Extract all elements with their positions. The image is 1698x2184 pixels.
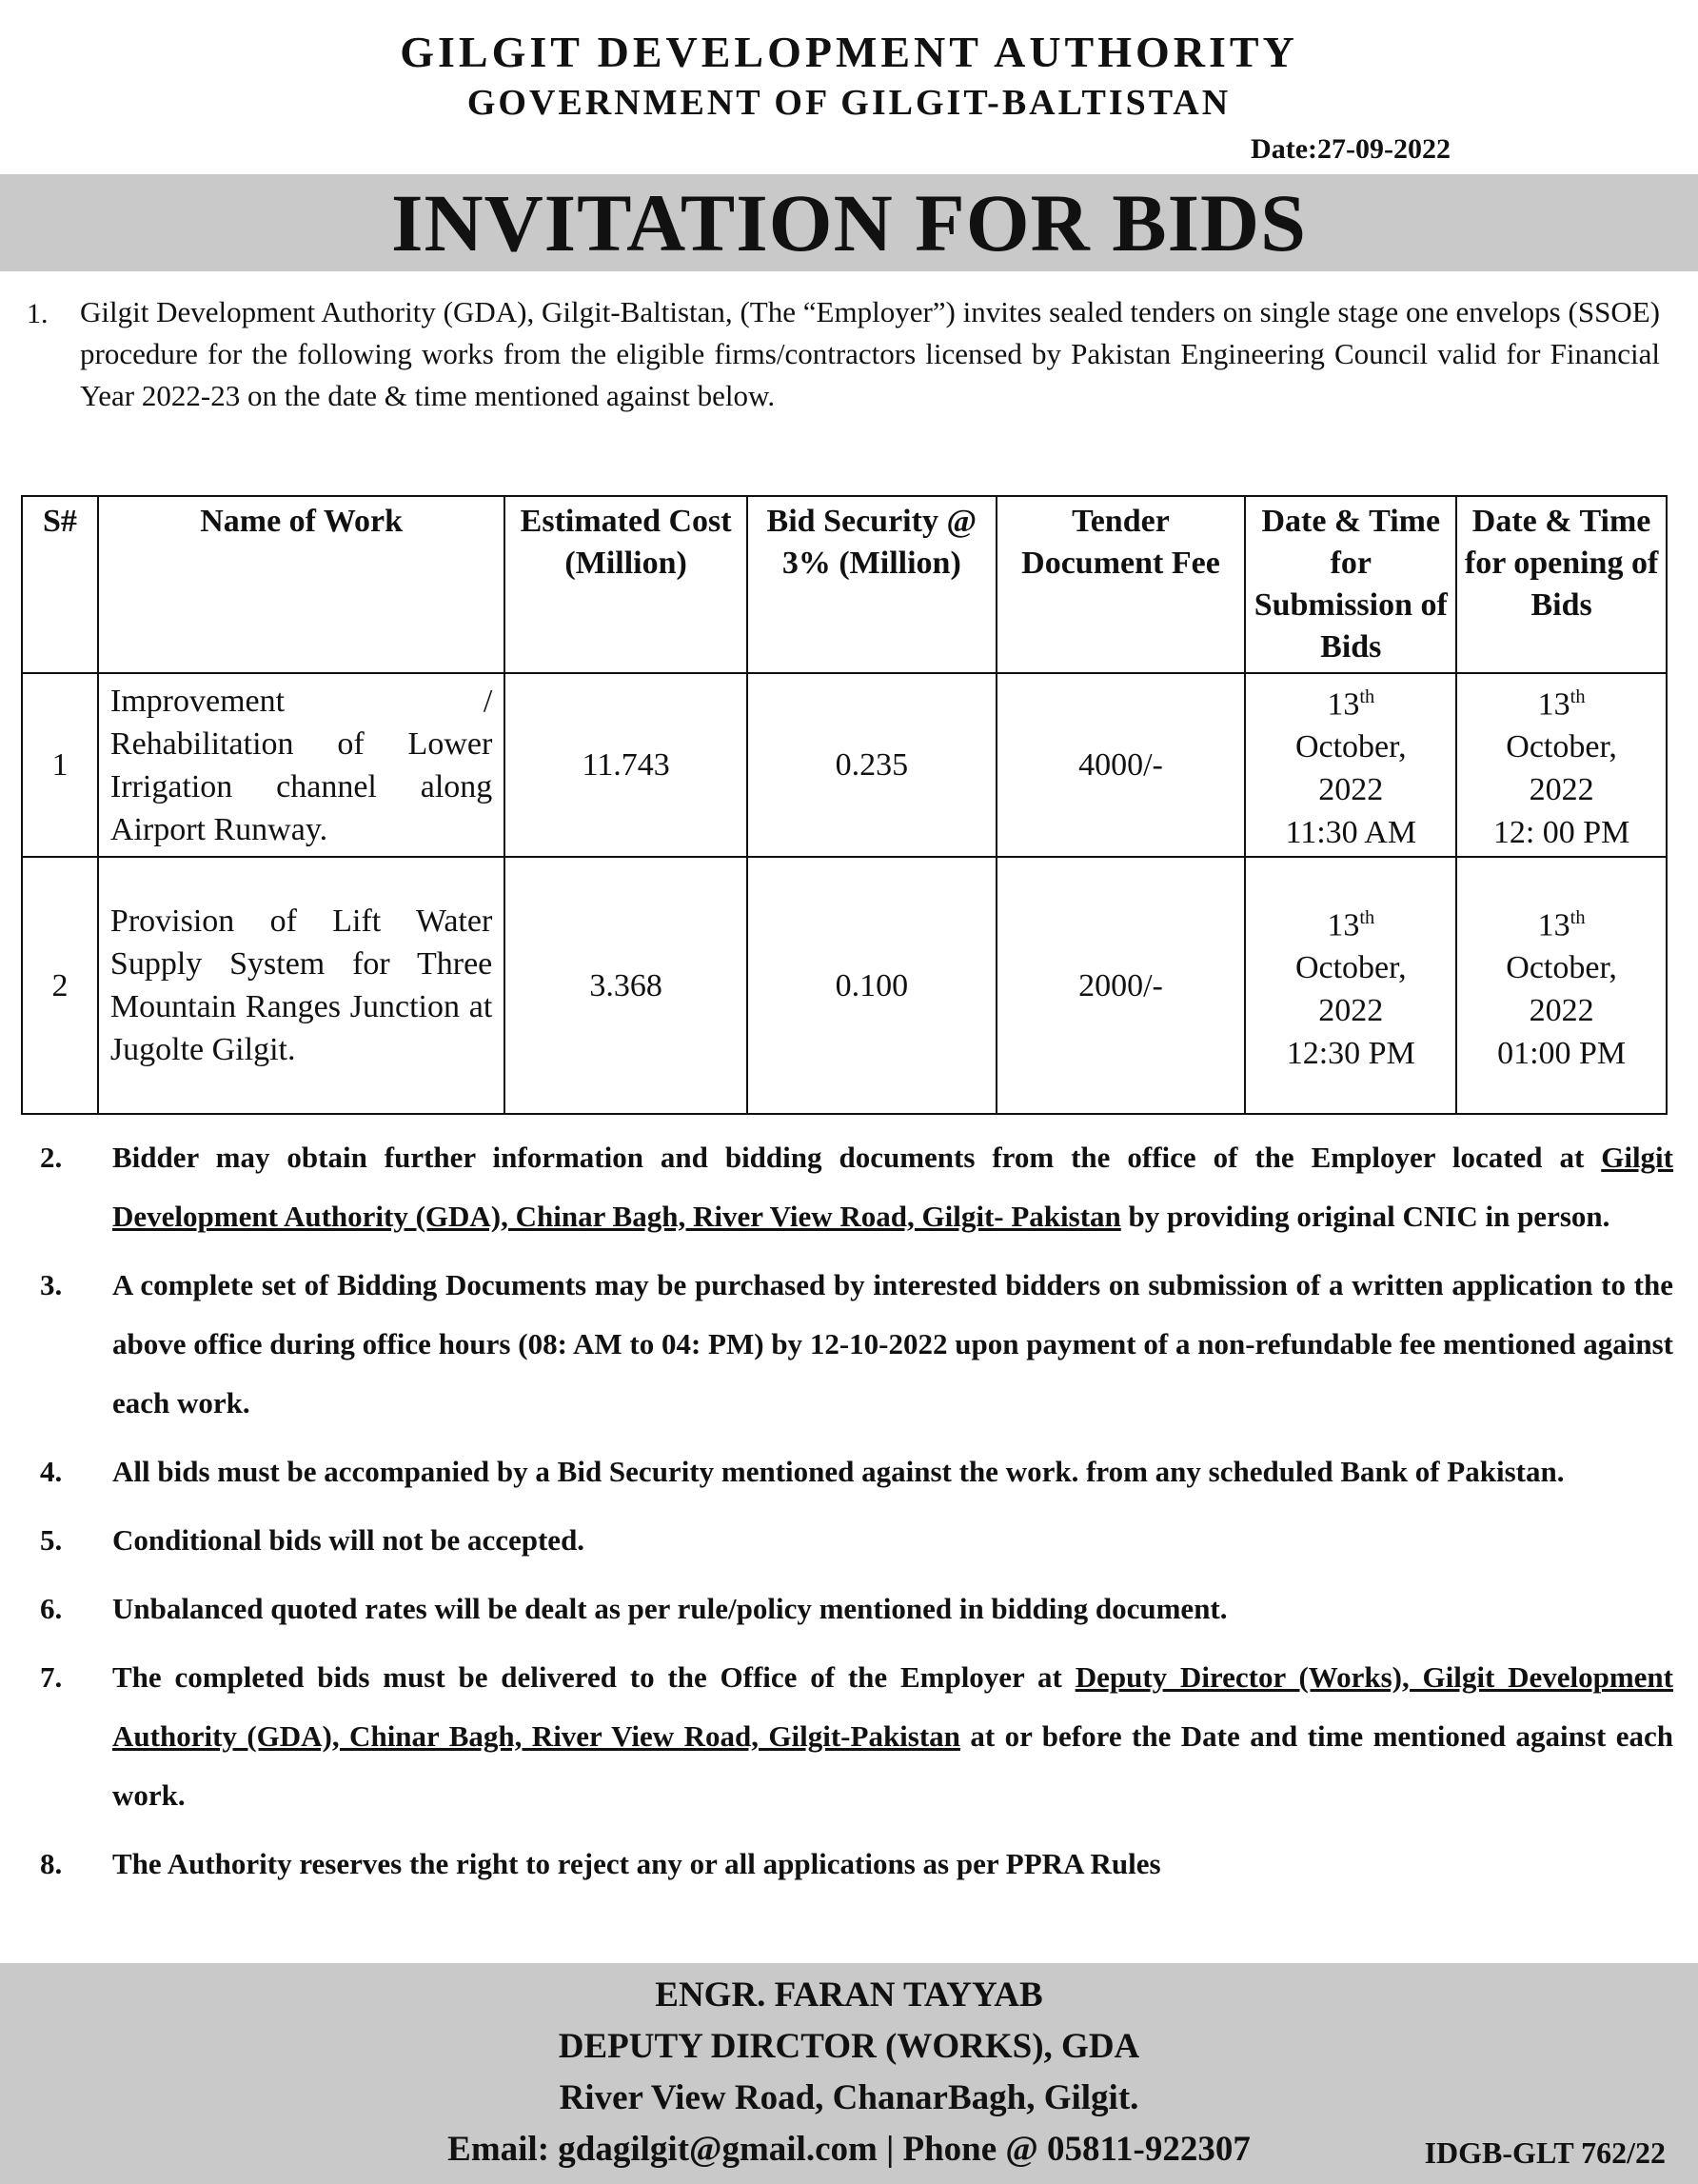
cell-fee: 2000/- xyxy=(997,857,1246,1114)
opening-month: October, xyxy=(1506,949,1617,985)
submission-year: 2022 xyxy=(1318,992,1384,1028)
submission-time: 11:30 AM xyxy=(1285,815,1417,851)
cell-submission xyxy=(1245,857,1456,1114)
bids-table xyxy=(21,495,1668,1115)
item-text-post: at or before the Date and time mentioned against each work. xyxy=(112,1719,1673,1812)
reference-number: IDGB-GLT 762/22 xyxy=(1424,2135,1666,2170)
item-text-pre: Bidder may obtain further information and bidding documents from the office of the Employer located at xyxy=(112,1141,1602,1174)
col-header-security: Bid Security @ 3% (Million) xyxy=(747,496,997,673)
item-number: 3. xyxy=(40,1268,63,1301)
cell-sn: 1 xyxy=(22,673,98,857)
submission-time: 12:30 PM xyxy=(1286,1035,1415,1071)
opening-time: 12: 00 PM xyxy=(1492,815,1630,851)
col-header-fee: Tender Document Fee xyxy=(997,496,1246,673)
table-row xyxy=(22,857,1667,1114)
item-number: 7. xyxy=(40,1660,63,1694)
conditions-list xyxy=(0,1128,1698,1903)
signatory-contact: Email: gdagilgit@gmail.com | Phone @ 05811-922307 xyxy=(447,2130,1251,2169)
cell-sn: 2 xyxy=(22,857,98,1114)
item-text: Conditional bids will not be accepted. xyxy=(112,1523,585,1557)
opening-day: 13 xyxy=(1537,906,1570,943)
cell-cost: 3.368 xyxy=(504,857,747,1114)
opening-time: 01:00 PM xyxy=(1497,1035,1627,1071)
list-item xyxy=(0,1128,1698,1246)
opening-year: 2022 xyxy=(1529,772,1594,808)
item-number: 5. xyxy=(40,1523,63,1557)
list-item xyxy=(0,1579,1698,1638)
org-title: GILGIT DEVELOPMENT AUTHORITY xyxy=(400,28,1298,76)
item-text: A complete set of Bidding Documents may be purchased by interested bidders on submission of a written application to the above office during office hours (08: AM to 04: PM) by 12-10-2022 upon payment of a non-refundable fee mentioned against each work. xyxy=(112,1268,1673,1420)
employer-address: Gilgit Development Authority (GDA), Chinar Bagh, River View Road, Gilgit- Pakistan xyxy=(112,1141,1673,1233)
cell-cost: 11.743 xyxy=(504,673,747,857)
item-number: 6. xyxy=(40,1592,63,1625)
cell-security: 0.235 xyxy=(747,673,997,857)
col-header-opening: Date & Time for opening of Bids xyxy=(1456,496,1667,673)
cell-work: Provision of Lift Water Supply System for Three Mountain Ranges Junction at Jugolte Gilgit. xyxy=(98,857,504,1114)
item-text xyxy=(112,1648,1673,1825)
cell-submission xyxy=(1245,673,1456,857)
submission-day: 13 xyxy=(1327,906,1360,943)
intro-paragraph: Gilgit Development Authority (GDA), Gilgit-Baltistan, (The “Employer”) invites sealed tenders on single stage one envelops (SSOE) procedure for the following works from the eligible firms/contractors licensed by Pakistan Engineering Council valid for Financial Year 2022-23 on the date & time mentioned against below. xyxy=(80,295,1660,412)
signatory-name: ENGR. FARAN TAYYAB xyxy=(655,1976,1043,2015)
cell-work: Improvement / Rehabilitation of Lower Irrigation channel along Airport Runway. xyxy=(98,673,504,857)
submission-month: October, xyxy=(1294,949,1407,985)
submission-day-suffix: th xyxy=(1359,686,1375,707)
col-header-work: Name of Work xyxy=(98,496,504,673)
cell-fee: 4000/- xyxy=(997,673,1246,857)
opening-day-suffix: th xyxy=(1570,906,1586,928)
col-header-cost: Estimated Cost (Million) xyxy=(504,496,747,673)
opening-day: 13 xyxy=(1537,686,1570,723)
list-item xyxy=(0,1511,1698,1570)
cell-opening xyxy=(1456,673,1667,857)
opening-year: 2022 xyxy=(1529,992,1594,1028)
signatory-designation: DEPUTY DIRCTOR (WORKS), GDA xyxy=(558,2027,1140,2066)
signatory-address: River View Road, ChanarBagh, Gilgit. xyxy=(559,2078,1139,2117)
submission-year: 2022 xyxy=(1318,772,1384,808)
notice-date: Date:27-09-2022 xyxy=(1251,133,1451,165)
item-text: The Authority reserves the right to reject any or all applications as per PPRA Rules xyxy=(112,1847,1161,1880)
item-number: 4. xyxy=(40,1455,63,1488)
list-item xyxy=(0,1835,1698,1894)
item-number: 2. xyxy=(40,1141,63,1174)
list-item xyxy=(0,1648,1698,1825)
submission-day-suffix: th xyxy=(1359,906,1375,928)
item-text: Unbalanced quoted rates will be dealt as per rule/policy mentioned in bidding document. xyxy=(112,1592,1228,1625)
list-item xyxy=(0,1442,1698,1501)
item-text xyxy=(112,1128,1673,1246)
delivery-address: Deputy Director (Works), Gilgit Development Authority (GDA), Chinar Bagh, River View Road, Gilgit-Pakistan xyxy=(112,1660,1674,1753)
col-header-sn: S# xyxy=(22,496,98,673)
opening-month: October, xyxy=(1506,729,1617,765)
item-number: 8. xyxy=(40,1847,63,1880)
item-text-post: by providing original CNIC in person. xyxy=(1120,1200,1610,1233)
government-title: GOVERNMENT OF GILGIT-BALTISTAN xyxy=(466,83,1232,123)
list-item xyxy=(0,1256,1698,1433)
opening-day-suffix: th xyxy=(1570,686,1586,707)
submission-day: 13 xyxy=(1327,686,1360,723)
cell-security: 0.100 xyxy=(747,857,997,1114)
cell-opening xyxy=(1456,857,1667,1114)
item-text: All bids must be accompanied by a Bid Security mentioned against the work. from any scheduled Bank of Pakistan. xyxy=(112,1455,1565,1488)
item-text-pre: The completed bids must be delivered to the Office of the Employer at xyxy=(112,1660,1076,1694)
table-header-row xyxy=(22,496,1667,673)
intro-number: 1. xyxy=(27,298,49,329)
submission-month: October, xyxy=(1294,729,1407,765)
col-header-submission: Date & Time for Submission of Bids xyxy=(1245,496,1456,673)
page-title: INVITATION FOR BIDS xyxy=(391,177,1307,268)
table-row xyxy=(22,673,1667,857)
